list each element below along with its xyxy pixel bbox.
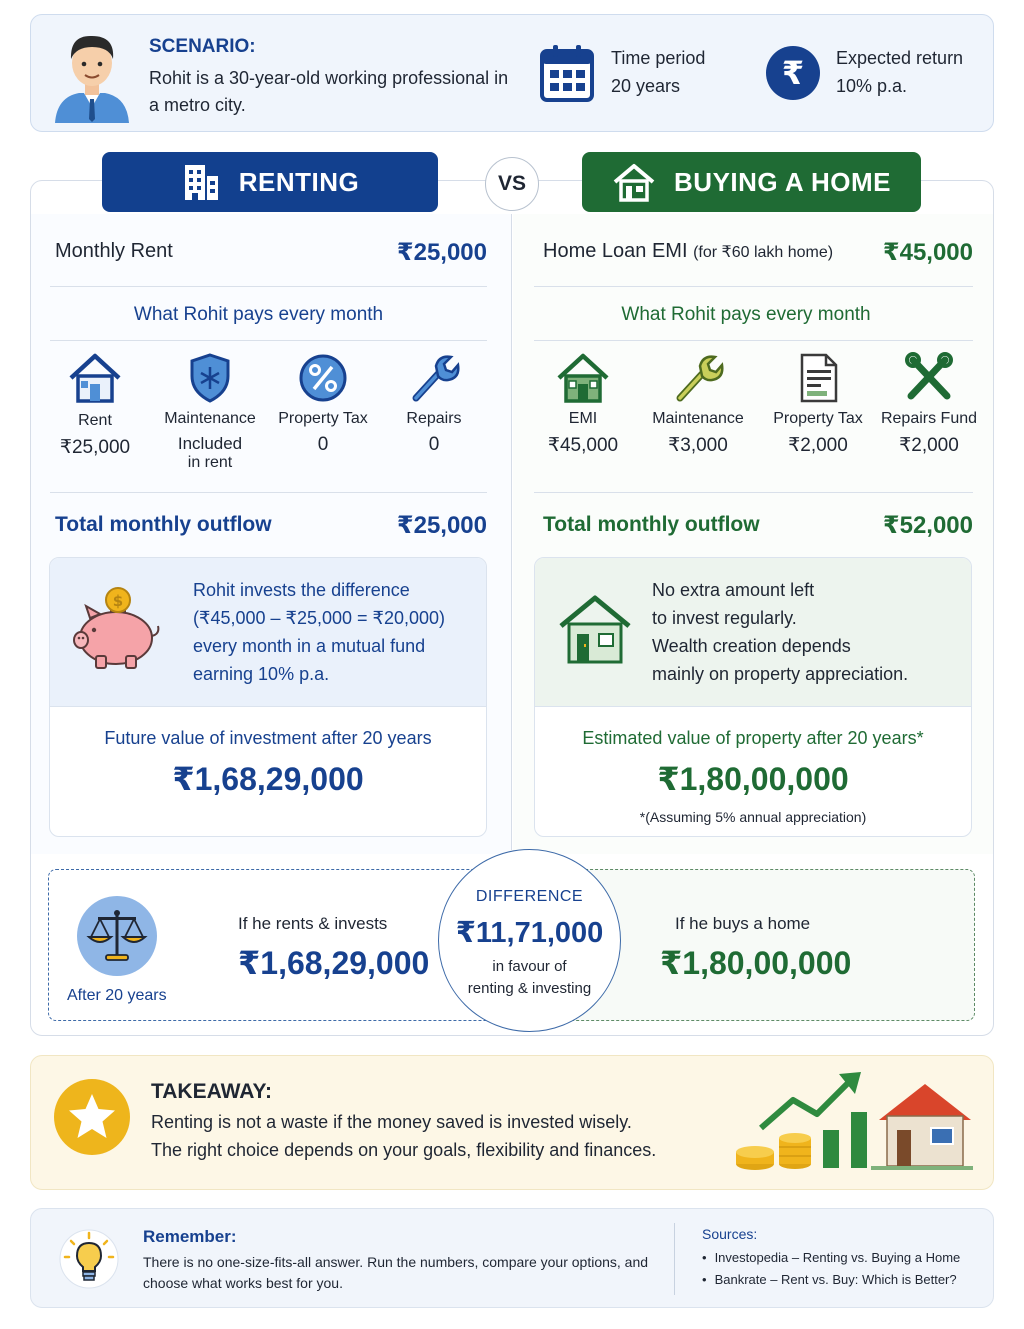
- renting-box-caption: Future value of investment after 20 years: [104, 728, 432, 748]
- buying-box-line: to invest regularly.: [652, 608, 797, 628]
- sources-title: Sources:: [702, 1226, 758, 1242]
- percent-icon: [295, 352, 351, 404]
- monthly-rent-label: Monthly Rent: [55, 240, 173, 262]
- buying-item-value: ₹45,000: [547, 435, 619, 456]
- buying-total-value: ₹52,000: [882, 512, 973, 539]
- takeaway-line: The right choice depends on your goals, flexibility and finances.: [151, 1140, 657, 1160]
- renting-box-line: Rohit invests the difference: [193, 580, 410, 600]
- buying-item-label: Maintenance: [652, 410, 744, 427]
- calendar-icon: [539, 43, 595, 103]
- difference-circle: [438, 849, 621, 1032]
- buying-box-text: [652, 576, 908, 688]
- divider: [674, 1223, 675, 1295]
- buying-item-label: EMI: [568, 410, 598, 427]
- renting-item-label: Property Tax: [278, 410, 368, 427]
- renting-subheader: What Rohit pays every month: [133, 304, 384, 325]
- buying-subheader: What Rohit pays every month: [621, 304, 871, 325]
- person-avatar-icon: [51, 27, 133, 123]
- renting-item-maintenance: [150, 352, 270, 472]
- renting-item-value: ₹25,000: [59, 437, 131, 458]
- scenario-title: SCENARIO:: [149, 36, 256, 57]
- scenario-panel: [30, 14, 994, 132]
- renting-total-label: Total monthly outflow: [55, 513, 272, 536]
- buying-box-line: No extra amount left: [652, 580, 815, 600]
- column-divider: [511, 214, 512, 850]
- svg-text:$: $: [112, 592, 124, 610]
- buying-box-line: mainly on property appreciation.: [652, 664, 909, 684]
- sources-list: [702, 1247, 960, 1291]
- renting-item-label: Rent: [78, 412, 112, 429]
- expected-return-label: Expected return: [836, 48, 964, 68]
- renting-header: [102, 152, 438, 212]
- home-icon: [612, 162, 656, 202]
- renting-total-value: ₹25,000: [396, 512, 487, 539]
- rupee-icon: [765, 45, 821, 101]
- buying-box-note: *(Assuming 5% annual appreciation): [639, 809, 867, 825]
- buying-item-value: ₹2,000: [899, 435, 959, 456]
- vs-badge: VS: [485, 157, 539, 211]
- renting-item-value: 0: [428, 434, 440, 455]
- buying-item-emi: [523, 352, 643, 457]
- takeaway-panel: [30, 1055, 994, 1190]
- source-item: • Investopedia – Renting vs. Buying a Home: [702, 1247, 960, 1269]
- building-icon: [181, 162, 221, 202]
- piggy-bank-icon: [72, 586, 164, 672]
- difference-subtext-line: renting & investing: [467, 980, 592, 997]
- after-years-label: After 20 years: [67, 987, 167, 1004]
- divider: [50, 706, 486, 707]
- house-icon: [555, 352, 611, 404]
- home-loan-emi-value: ₹45,000: [882, 239, 973, 266]
- divider: [50, 286, 487, 287]
- star-icon: [53, 1078, 131, 1156]
- wrench-icon: [670, 352, 726, 404]
- remember-title: Remember:: [143, 1227, 237, 1246]
- wrench-icon: [406, 352, 462, 404]
- lightbulb-icon: [59, 1229, 119, 1289]
- home-loan-emi-note: (for ₹60 lakh home): [693, 244, 834, 261]
- buy-home-value: ₹1,80,00,000: [660, 945, 852, 981]
- shield-icon: [182, 352, 238, 404]
- home-loan-emi-text: Home Loan EMI: [543, 240, 688, 262]
- buying-box-caption: Estimated value of property after 20 years*: [582, 728, 924, 748]
- svg-text:₹: ₹: [781, 54, 805, 92]
- home-loan-emi-label: [543, 240, 833, 263]
- divider: [534, 492, 973, 493]
- renting-item-value: Included: [177, 434, 243, 453]
- renting-box-line: every month in a mutual fund: [193, 636, 426, 656]
- time-period-label: Time period: [611, 48, 706, 68]
- remember-panel: [30, 1208, 994, 1308]
- renting-box-text: [193, 576, 445, 688]
- divider: [50, 492, 487, 493]
- renting-box-line: (₹45,000 – ₹25,000 = ₹20,000): [193, 608, 446, 628]
- monthly-rent-value: ₹25,000: [396, 239, 487, 266]
- expected-return-value: 10% p.a.: [836, 76, 908, 96]
- renting-item-value: 0: [317, 434, 329, 455]
- source-item: • Bankrate – Rent vs. Buy: Which is Better?: [702, 1269, 960, 1291]
- house-icon: [67, 352, 123, 404]
- difference-title: DIFFERENCE: [475, 888, 584, 905]
- buying-header: [582, 152, 921, 212]
- takeaway-line: Renting is not a waste if the money saved is invested wisely.: [151, 1112, 632, 1132]
- renting-item-label: Repairs: [406, 410, 462, 427]
- renting-item-rent: [35, 352, 155, 459]
- buying-total-label: Total monthly outflow: [543, 513, 760, 536]
- document-icon: [790, 352, 846, 404]
- scenario-text: Rohit is a 30-year-old working professional in a metro city.: [149, 68, 509, 115]
- buying-item-value: ₹2,000: [788, 435, 848, 456]
- divider: [534, 286, 973, 287]
- renting-header-label: RENTING: [238, 166, 360, 197]
- buying-box-line: Wealth creation depends: [652, 636, 851, 656]
- divider: [535, 706, 971, 707]
- remember-text: There is no one-size-fits-all answer. Run the numbers, compare your options, and choose what works best for you.: [143, 1254, 649, 1291]
- renting-item-repairs: [374, 352, 494, 456]
- difference-value: ₹11,71,000: [455, 917, 604, 949]
- buying-item-repairs-fund: [869, 352, 989, 457]
- buying-header-label: BUYING A HOME: [674, 166, 891, 197]
- takeaway-title: TAKEAWAY:: [151, 1080, 272, 1103]
- difference-subtext-line: in favour of: [492, 958, 567, 975]
- renting-item-value-note: in rent: [187, 454, 233, 471]
- renting-box-value: ₹1,68,29,000: [172, 761, 364, 797]
- divider: [50, 340, 487, 341]
- buying-item-property-tax: [758, 352, 878, 457]
- growth-chart-house-icon: [731, 1070, 976, 1180]
- buying-box-value: ₹1,80,00,000: [657, 761, 849, 797]
- buying-item-label: Repairs Fund: [880, 410, 978, 427]
- renting-investment-box: [49, 557, 487, 837]
- buying-item-label: Property Tax: [773, 410, 863, 427]
- renting-item-property-tax: [263, 352, 383, 456]
- buying-item-value: ₹3,000: [668, 435, 728, 456]
- rent-invest-value: ₹1,68,29,000: [238, 945, 430, 981]
- buying-property-box: [534, 557, 972, 837]
- rent-invest-label: If he rents & invests: [238, 914, 388, 933]
- renting-box-line: earning 10% p.a.: [193, 664, 330, 684]
- divider: [534, 340, 973, 341]
- buy-home-label: If he buys a home: [675, 914, 811, 933]
- difference-subtext: [439, 956, 620, 1000]
- balance-scale-icon: [76, 895, 158, 977]
- tools-icon: [901, 352, 957, 404]
- buying-item-maintenance: [638, 352, 758, 457]
- time-period-value: 20 years: [611, 76, 681, 96]
- house-icon: [557, 594, 633, 664]
- renting-item-label: Maintenance: [164, 410, 256, 427]
